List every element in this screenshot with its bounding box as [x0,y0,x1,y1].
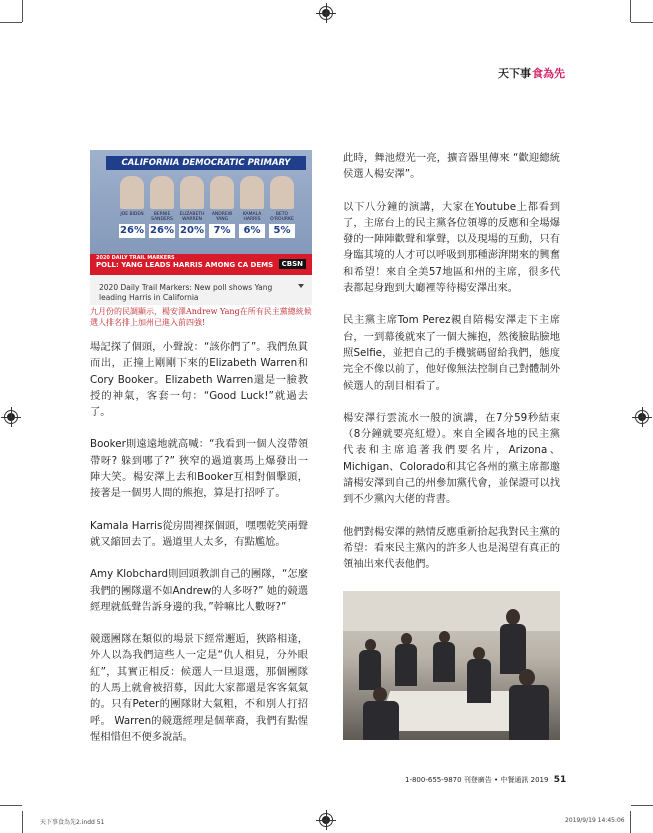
photo-figure [509,685,549,740]
candidate-portrait [120,176,144,209]
photo-figure [359,650,381,690]
candidate-portrait [240,176,264,209]
photo-figure [395,644,417,686]
paragraph: 場記探了個頭，小聲說：“該你們了”。我們魚貫而出，正撞上剛剛下來的Elizabeth Warren和Cory Booker。Elizabeth Warren還是一臉教授的神氣，客套一句：“Good Luck!”就過去了。 [90,341,308,419]
candidate-portrait [150,176,174,209]
registration-mark-icon [319,6,333,20]
candidate-name: ELIZABETH WARREN [179,212,205,222]
video-caption-bar[interactable] [90,275,312,305]
crop-mark [631,805,653,806]
crop-mark [630,0,631,22]
crop-mark [22,0,23,22]
video-lower-third [90,254,312,275]
candidate-percent: 5% [269,224,295,238]
chevron-down-icon[interactable] [298,284,304,288]
photo-figure [433,642,455,682]
candidate-percent: 20% [180,225,204,236]
lower-third-kicker: 2020 DAILY TRAIL MARKERS [96,255,175,261]
section-title [498,65,565,81]
photo-figure [467,659,491,703]
candidate-percent: 26% [120,225,144,236]
photo-figure [519,669,535,686]
candidate-name: BERNIE SANDERS [151,212,173,222]
section-title-main: 天下事 [498,67,531,80]
paragraph: Kamala Harris從房間裡探個頭，嘿嘿乾笑兩聲就又縮回去了。過道里人太多，有點尷尬。 [90,519,308,548]
event-photo [343,591,560,740]
candidate-percent: 7% [209,224,235,238]
photo-figure [373,687,387,702]
paragraph: 民主黨主席Tom Perez親自陪楊安澤走下主席台，一到幕後就來了一個大擁抱，然後臉貼臉地照Selfie，並把自己的手機號碼留給我們，態度完全不像以前了，他好像無法控制自己對體制外候選人的刮目相看了。 [343,314,560,392]
candidate-name: JOE BIDEN [120,212,144,217]
section-title-accent: 食為先 [532,67,565,80]
photo-figure [506,609,520,625]
print-slug-file: 天下事食為先2.indd 51 [40,819,105,826]
photo-figure [363,701,399,740]
paragraph: Amy Klobchard則回頭教訓自己的團隊，“怎麼我們的團隊還不如Andrew的人多呀?” 她的競選經理就低聲告訴身邊的我，”幹嘛比人數呀?” [90,568,308,613]
paragraph: Booker則遠遠地就高喊：“我看到一個人沒帶領帶呀? 躲到哪了?” 狹窄的過道裏馬上爆發出一陣大笑。楊安澤上去和Booker互相對個擊頭，接著是一個男人間的熊抱，算是打招呼了。 [90,438,308,500]
registration-mark-icon [319,813,333,827]
crop-mark [0,805,22,806]
paragraph: 他們對楊安澤的熱情反應重新拾起我對民主黨的希望：看來民主黨內的許多人也是渴望有真正的領袖出來代表他們。 [343,525,560,571]
candidate-name: BETO O'ROURKE [270,212,294,222]
crop-mark [0,22,22,23]
crop-mark [630,811,631,833]
paragraph: 以下八分鐘的演講，大家在Youtube上都看到了，主席台上的民主黨各位領導的反應和全場爆發的一陣陣歡聲和掌聲，以及現場的互動，只有身臨其境的人才可以呼吸到那種澎湃開來的興奮和希望！來自全美57地區和州的主席，很多代表都起身跑到大廳裡等待楊安澤出來。 [343,200,560,295]
candidate-portrait [270,176,294,209]
paragraph: 競選團隊在類似的場景下經常邂逅，狹路相逢，外人以為我們這些人一定是“仇人相見，分外眼紅”，其實正相反：候選人一旦退選，那個團隊的人馬上就會被招募，因此大家都還是客客氣氣的。只有Peter的團隊財大氣粗，不和別人打招呼。 Warren的競選經理是個華裔，我們有點惺惺相惜但不便多說話。 [90,633,308,743]
photo-background [343,591,560,631]
paragraph: 楊安澤行雲流水一般的演講，在7分59秒結束（8分鐘就要亮紅燈）。來自全國各地的民主黨代表和主席追著我們要名片，Arizona、Michigan、Colorado和其它各州的黨主席都邀請楊安澤到自己的州參加黨代會，並保證可以找到不少黨內大佬的背書。 [343,411,560,506]
print-slug-date: 2019/9/19 14:45:06 [565,817,625,824]
photo-figure [500,624,526,674]
candidate-portrait [180,176,204,209]
video-banner: CALIFORNIA DEMOCRATIC PRIMARY [106,156,306,170]
paragraph: 此時，舞池燈光一亮，擴音器里傳來 “歡迎總統侯選人楊安澤”。 [343,152,560,181]
registration-mark-icon [635,410,649,424]
candidate-name: KAMALA HARRIS [242,212,262,222]
crop-mark [631,22,653,23]
article-column-left [90,339,308,761]
page-footer [405,775,566,785]
footer-label: 刊登廣告 [463,776,492,784]
article-column-right [343,150,560,589]
network-logo: CBSN [279,259,306,269]
candidate-portrait [210,176,234,209]
lower-third-headline: POLL: YANG LEADS HARRIS AMONG CA DEMS [96,261,274,269]
page-number: 51 [553,775,567,785]
candidate-percent: 26% [150,225,174,236]
footer-publication: • 中餐通訊 2019 [494,776,549,784]
photo-caption: 九月份的民調顯示，楊安澤Andrew Yang在所有民主黨總統候選人排名排上加州已進入前四強! [90,307,312,327]
footer-phone: 1-800-655-9870 [405,776,462,784]
candidate-percent: 6% [239,224,265,238]
candidate-name: ANDREW YANG [211,212,233,222]
crop-mark [22,811,23,833]
registration-mark-icon [4,410,18,424]
video-caption-text: 2020 Daily Trail Markers: New poll shows Yang leading Harris in California [99,283,273,302]
video-thumbnail[interactable] [90,150,312,275]
